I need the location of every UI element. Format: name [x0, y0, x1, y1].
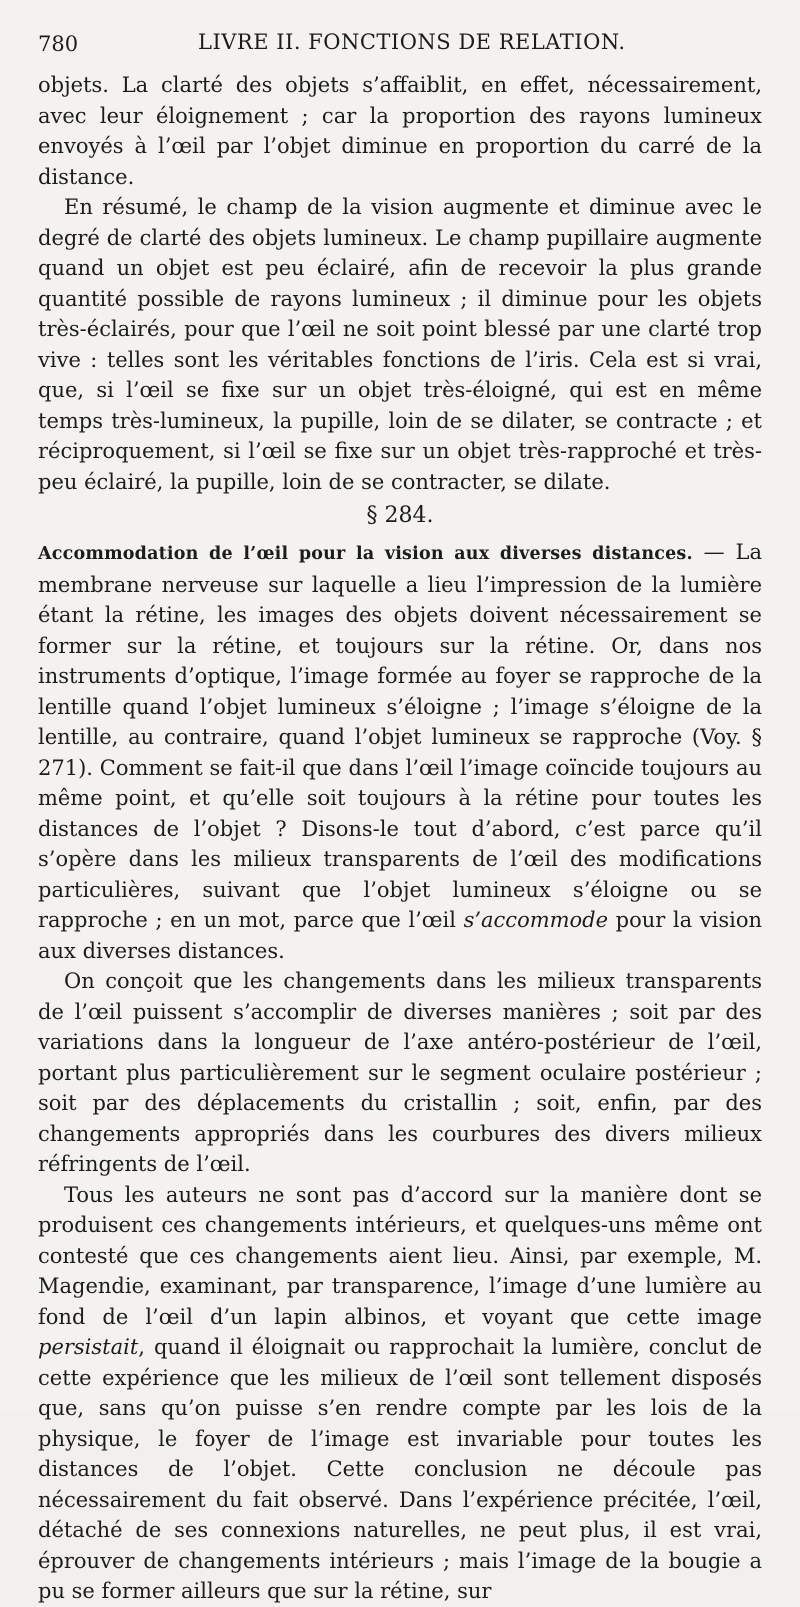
italic-term: persistait [38, 1335, 139, 1359]
section-number: § 284. [366, 503, 434, 528]
running-head [38, 26, 760, 56]
running-title: LIVRE II. FONCTIONS DE RELATION. [198, 30, 626, 54]
paragraph-text: Tous les auteurs ne sont pas d’accord sur la manière dont se produisent ces changements intérieurs, et quelques-uns même ont contesté que ces changements aient lieu. Ainsi, par exemple, M. Magendie, examinant, par transparence, l’image d’une lumière au fond de l’œil d’un lapin albinos, et voyant que cette image [38, 1182, 762, 1329]
paragraph-continued: objets. La clarté des objets s’affaiblit, en effet, nécessairement, avec leur éloignement ; car la proportion des rayons lumineux envoyés à l’œil par l’objet diminue en proportion du carré de la distance. [38, 73, 762, 189]
paragraph-text: — La membrane nerveuse sur laquelle a lieu l’impression de la lumière étant la rétine, les images des objets doivent nécessairement se former sur la rétine, et toujours sur la rétine. Or, dans nos instruments d’optique, l’image formée au foyer se rapproche de la lentille quand l’objet lumineux s’éloigne ; l’image s’éloigne de la lentille, au contraire, quand l’objet lumineux se rapproche (Voy. § 271). Comment se fait-il que dans l’œil l’image coïncide toujours au même point, et qu’elle soit toujours à la rétine pour toutes les distances de l’objet ? Disons-le tout d’abord, c’est parce qu’il s’opère dans les milieux transparents de l’œil des modifications particulières, suivant que l’objet lumineux s’éloigne ou se rapproche ; en un mot, parce que l’œil [38, 540, 762, 932]
paragraph-text: pour la vision aux diverses distances. [38, 908, 762, 963]
paragraph-summary: En résumé, le champ de la vision augmente et diminue avec le degré de clarté des objets lumineux. Le champ pupillaire augmente quand un objet est peu éclairé, afin de recevoir la plus grande quantité possible de rayons lumineux ; il diminue pour les objets très-éclairés, pour que l’œil ne soit point blessé par une clarté trop vive : telles sont les véritables fonctions de l’iris. Cela est si vrai, que, si l’œil se fixe sur un objet très-éloigné, qui est en même temps très-lumineux, la pupille, loin de se dilater, se contracte ; et réciproquement, si l’œil se fixe sur un objet très-rapproché et très-peu éclairé, la pupille, loin de se contracter, se dilate. [38, 195, 762, 494]
paragraph-changes: On conçoit que les changements dans les milieux transparents de l’œil puissent s’accomplir de diverses manières ; soit par des variations dans la longueur de l’axe antéro-postérieur de l’œil, portant plus particulièrement sur le segment oculaire postérieur ; soit par des déplacements du cristallin ; soit, enfin, par des changements appropriés dans les courbures des divers milieux réfringents de l’œil. [38, 969, 762, 1176]
paragraph-accommodation [38, 537, 762, 966]
italic-term: s’accommode [463, 908, 609, 932]
paragraph-authors [38, 1180, 762, 1607]
page-number: 780 [38, 32, 79, 56]
page-body [38, 70, 762, 1607]
section-heading: Accommodation de l’œil pour la vision aux diverses distances. [38, 544, 693, 564]
paragraph-text: , quand il éloignait ou rapprochait la lumière, conclut de cette expérience que les milieux de l’œil sont tellement disposés que, sans qu’on puisse s’en rendre compte par les lois de la physique, le foyer de l’image est invariable pour toutes les distances de l’objet. Cette conclusion ne découle pas nécessairement du fait observé. Dans l’expérience précitée, l’œil, détaché de ses connexions naturelles, ne peut plus, il est vrai, éprouver de changements intérieurs ; mais l’image de la bougie a pu se former ailleurs que sur la rétine, sur [38, 1335, 762, 1603]
